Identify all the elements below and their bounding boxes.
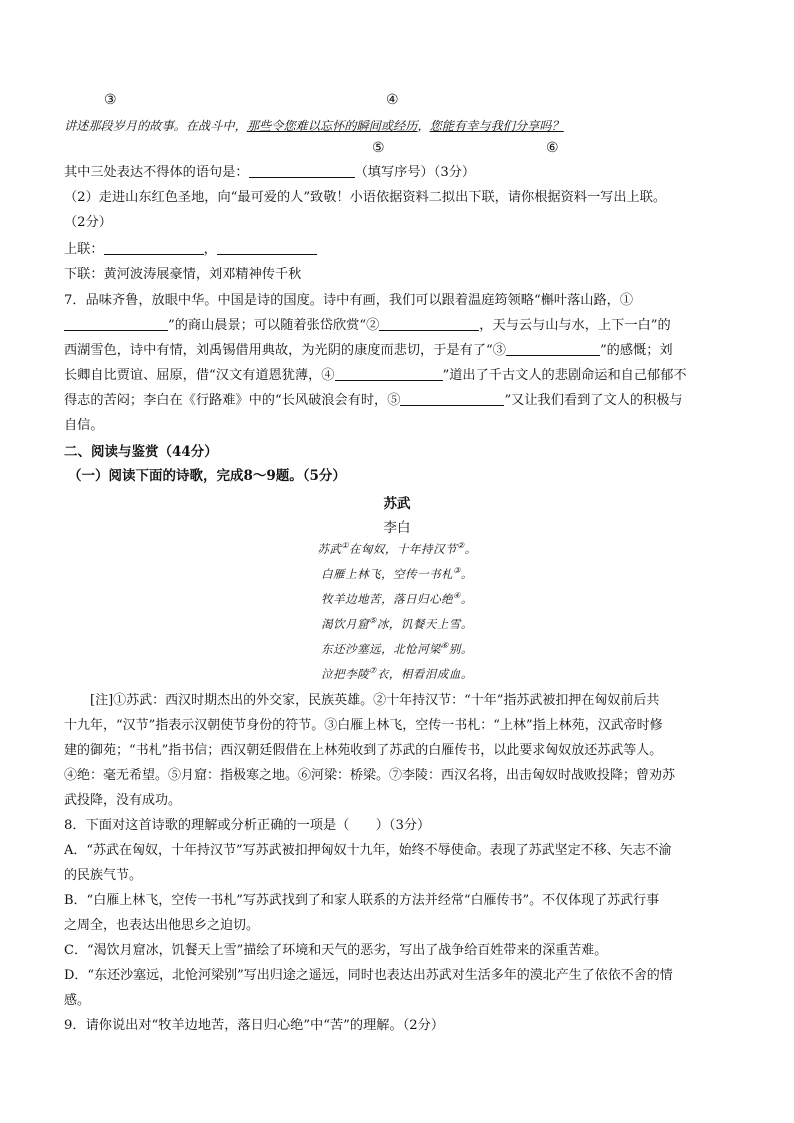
upper-label: 上联： (64, 242, 104, 257)
q8-option-c[interactable]: C．“渴饮月窟冰，饥餐天上雪”描绘了环境和天气的恶劣，写出了战争给百姓带来的深重苦难。 (64, 943, 608, 958)
poem-author: 李白 (383, 520, 411, 536)
notes-line-4: ④绝：毫无希望。⑤月窟：指极寒之地。⑥河梁：桥梁。⑦李陵：西汉名将，出击匈奴时战败投降；曾劝苏 (64, 768, 676, 783)
q7-l2-c: ，天与云与山与水，上下一白”的 (479, 318, 671, 333)
q8-option-d-2: 感。 (64, 993, 91, 1008)
q7-l5-a: 得志的苦闷；李白在《行路难》中的“长风破浪会有时，⑤ (64, 393, 401, 408)
marker-4: ④ (386, 92, 399, 108)
q8-option-a-2: 的民族气节。 (64, 868, 143, 883)
q7-blank-5[interactable] (400, 391, 504, 406)
q7-line6: 自信。 (64, 418, 104, 433)
poem-line-4: 渴饮月窟⑤冰，饥餐天上雪。 (321, 616, 473, 631)
q6-sub2-line2: （2分） (64, 215, 112, 230)
poem-line-3: 牧羊边地苦，落日归心绝④。 (321, 591, 473, 606)
draft-part-4: 那些令您难以忘怀的瞬间或经历 (246, 119, 418, 133)
q7-blank-3[interactable] (506, 341, 600, 356)
q6-sub2-line1: （2）走进山东红色圣地，向“最可爱的人”致敬！小语依据资料二拟出下联，请你根据资料一写出上联。 (64, 190, 667, 205)
q7-l2-b: ”的商山晨景；可以随着张岱欣赏“② (168, 318, 380, 333)
q6-upper (64, 240, 317, 260)
notes-line-3: 建的御苑；“书札”指书信；西汉朝廷假借在上林苑收到了苏武的白雁传书，以此要求匈奴放还苏武等人。 (64, 743, 663, 758)
upper-blank-1[interactable] (104, 240, 204, 255)
poem-title: 苏武 (383, 496, 411, 512)
q9-stem: 9．请你说出对“牧羊边地苦，落日归心绝”中“苦”的理解。（2分） (64, 1018, 445, 1033)
notes-line-2: 十九年，“汉节”指表示汉朝使节身份的符节。③白雁上林飞，空传一书札：“上林”指上林苑，汉武帝时修 (64, 718, 663, 733)
draft-part-end: 您能有幸与我们分享吗？ (429, 119, 564, 133)
q7-blank-4[interactable] (335, 366, 443, 381)
notes-line-1: [注]①苏武：西汉时期杰出的外交家，民族英雄。②十年持汉节：“十年”指苏武被扣押在匈奴前后共 (90, 693, 660, 708)
poem-line-1: 苏武①在匈奴，十年持汉节②。 (317, 541, 477, 556)
q6-sub1 (64, 163, 475, 183)
q8-option-b-1[interactable]: B．“白雁上林飞，空传一书札”写苏武找到了和家人联系的方法并经常“白雁传书”。不仅体现了苏武行事 (64, 893, 660, 908)
q7-l5-b: ”又让我们看到了文人的积极与 (504, 393, 683, 408)
q7-blank-2[interactable] (379, 316, 479, 331)
q7-line2 (64, 316, 671, 336)
q6-sub1-text: 其中三处表达不得体的语句是： (64, 165, 249, 180)
draft-lead: 讲述那段岁月的故事。在战斗中， (64, 119, 247, 133)
q7-line1: 7．品味齐鲁，放眼中华。中国是诗的国度。诗中有画，我们可以跟着温庭筠领略“槲叶落山路，① (64, 293, 634, 308)
q7-blank-1[interactable] (64, 316, 168, 331)
q8-stem: 8．下面对这首诗歌的理解或分析正确的一项是（ ）（3分） (64, 818, 431, 833)
poem-line-6: 泣把李陵⑦衣，相看泪成血。 (321, 666, 473, 681)
q8-option-d-1[interactable]: D．“东还沙塞远，北怆河梁别”写出归途之遥远，同时也表达出苏武对生活多年的漠北产生了依依不舍的情 (64, 968, 673, 983)
q7-l4-b: ”道出了千古文人的悲剧命运和自己郁郁不 (442, 368, 687, 383)
marker-3: ③ (104, 92, 117, 108)
q7-line3 (64, 341, 673, 361)
section2-subheading: （一）阅读下面的诗歌，完成8～9题。（5分） (68, 468, 346, 484)
q6-sub1-score: （填写序号）（3分） (354, 165, 476, 180)
q6-answer-blank[interactable] (249, 163, 355, 178)
q7-line5 (64, 391, 683, 411)
upper-sep: ， (203, 242, 217, 257)
q8-option-b-2: 之周全，也表达出他思乡之迫切。 (64, 918, 260, 933)
upper-blank-2[interactable] (217, 240, 317, 255)
poem-line-2: 白雁上林飞，空传一书札③。 (321, 566, 473, 581)
q8-option-a-1[interactable]: A．“苏武在匈奴，十年持汉节”写苏武被扣押匈奴十九年，始终不辱使命。表现了苏武坚定不移、矢志不渝 (64, 843, 672, 858)
q7-l4-a: 长卿自比贾谊、屈原，借“汉文有道恩犹薄，④ (64, 368, 335, 383)
poem-line-5: 东还沙塞远，北怆河梁⑥别。 (321, 641, 473, 656)
q6-lower: 下联：黄河波涛展豪情，刘邓精神传千秋 (64, 267, 302, 282)
draft-line (64, 116, 564, 136)
q7-l3-a: 西湖雪色，诗中有情，刘禹锡借用典故，为光阴的康度而悲切，于是有了“③ (64, 343, 506, 358)
marker-6: ⑥ (546, 140, 559, 156)
section2-heading: 二、阅读与鉴赏（44分） (64, 444, 218, 460)
q7-l3-b: ”的感慨；刘 (599, 343, 673, 358)
notes-line-5: 武投降，没有成功。 (64, 793, 182, 808)
q7-line4 (64, 366, 687, 386)
marker-5: ⑤ (372, 140, 385, 156)
draft-comma: ， (417, 119, 430, 133)
